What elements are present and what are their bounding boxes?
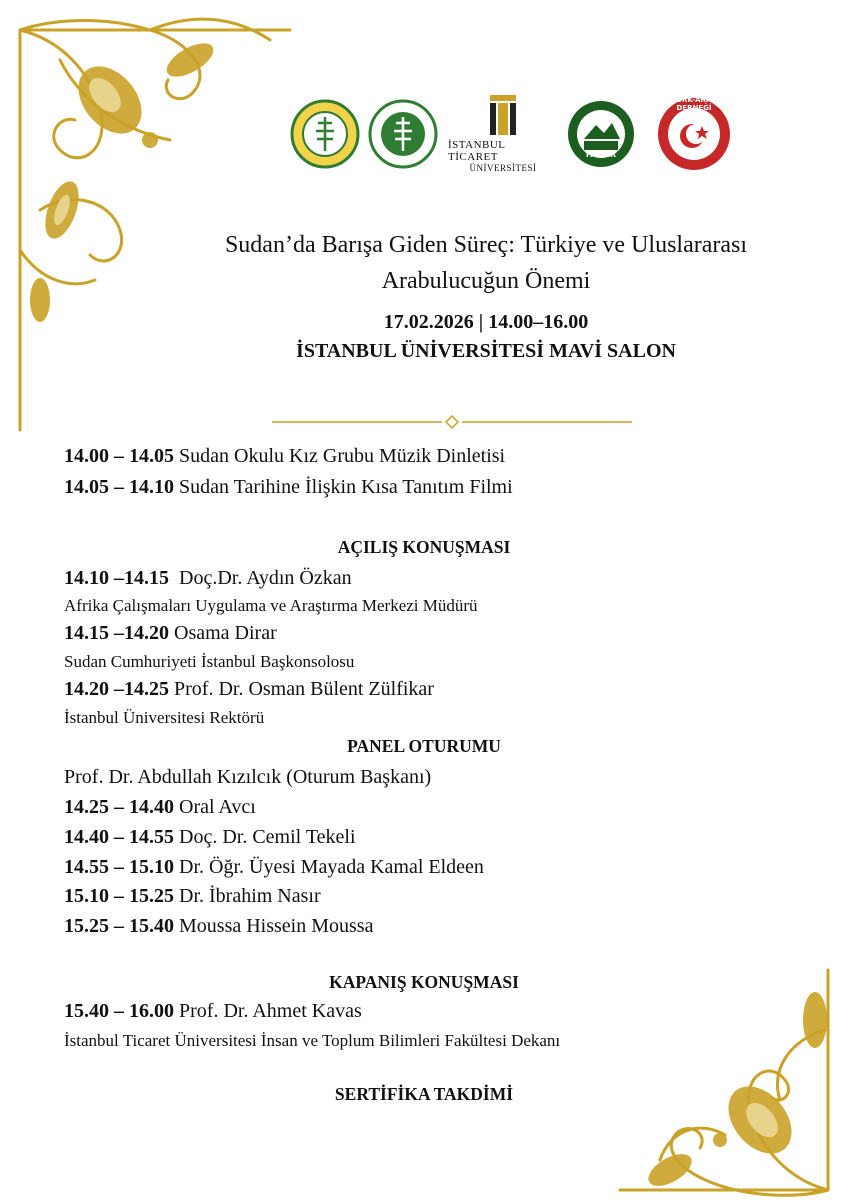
kapanis-heading: KAPANIŞ KONUŞMASI: [329, 972, 519, 992]
event-venue: İSTANBUL ÜNİVERSİTESİ MAVİ SALON: [296, 340, 676, 362]
event-date-time: 17.02.2026 | 14.00–16.00: [383, 311, 589, 333]
closing-name: Prof. Dr. Ahmet Kavas: [179, 1000, 362, 1022]
closing-role: İstanbul Ticaret Üniversitesi İnsan ve Toplum Bilimleri Fakültesi Dekanı: [64, 1031, 561, 1050]
speaker-name: Prof. Dr. Osman Bülent Zülfikar: [174, 678, 434, 700]
program-time: 14.05 – 14.10: [64, 476, 174, 498]
event-title-line2: Arabulucuğun Önemi: [381, 268, 591, 294]
speaker-role: Sudan Cumhuriyeti İstanbul Başkonsolosu: [64, 652, 355, 671]
turk-arap-logo-text: TÜRK-ARAP DERNEĞİ: [671, 96, 717, 112]
famer-logo: [566, 94, 636, 174]
speaker-name: Doç.Dr. Aydın Özkan: [179, 567, 352, 589]
divider-ornament-icon: [272, 412, 632, 432]
africa-center-seal-icon: [368, 99, 438, 169]
panel-chair: Prof. Dr. Abdullah Kızılcık (Oturum Başkanı): [64, 766, 432, 788]
acilis-heading: AÇILIŞ KONUŞMASI: [337, 537, 511, 557]
speaker-time: 14.10 –14.15: [64, 567, 169, 589]
africa-research-center-logo: [368, 94, 438, 174]
panel-time: 15.10 – 15.25: [64, 885, 174, 907]
panel-row: [64, 796, 256, 819]
panel-name: Moussa Hissein Moussa: [179, 915, 374, 937]
certificate-heading: SERTİFİKA TAKDİMİ: [334, 1084, 514, 1104]
event-title-line1: Sudan’da Barışa Giden Süreç: Türkiye ve Uluslararası: [224, 232, 748, 258]
speaker-name: Osama Dirar: [174, 622, 277, 644]
panel-row: [64, 856, 484, 879]
istanbul-ticaret-line1: İSTANBUL TİCARET: [448, 139, 506, 163]
panel-row: [64, 885, 321, 908]
panel-heading: PANEL OTURUMU: [347, 736, 501, 756]
turk-arap-dernegi-logo: [654, 94, 734, 174]
panel-row: [64, 826, 356, 849]
closing-speaker-row: [64, 1000, 362, 1023]
panel-name: Dr. İbrahim Nasır: [179, 885, 321, 907]
istanbul-university-seal-icon: [290, 99, 360, 169]
top-left-ornament-icon: [0, 0, 300, 440]
famer-logo-text: FAMER: [585, 150, 617, 159]
panel-name: Doç. Dr. Cemil Tekeli: [179, 826, 356, 848]
panel-time: 14.25 – 14.40: [64, 796, 174, 818]
panel-name: Oral Avcı: [179, 796, 256, 818]
istanbul-ticaret-line2: ÜNİVERSİTESİ: [469, 163, 537, 173]
panel-time: 15.25 – 15.40: [64, 915, 174, 937]
panel-time: 14.40 – 14.55: [64, 826, 174, 848]
speaker-role: İstanbul Üniversitesi Rektörü: [64, 708, 265, 727]
panel-row: [64, 915, 373, 938]
istanbul-ticaret-emblem-icon: [488, 95, 518, 135]
speaker-row: [64, 622, 277, 645]
speaker-role: Afrika Çalışmaları Uygulama ve Araştırma Merkezi Müdürü: [64, 596, 478, 615]
speaker-time: 14.20 –14.25: [64, 678, 169, 700]
program-text: Sudan Tarihine İlişkin Kısa Tanıtım Filmi: [179, 476, 513, 498]
program-row: [64, 445, 505, 468]
panel-time: 14.55 – 15.10: [64, 856, 174, 878]
istanbul-university-logo: [290, 94, 360, 174]
program-time: 14.00 – 14.05: [64, 445, 174, 467]
speaker-time: 14.15 –14.20: [64, 622, 169, 644]
panel-name: Dr. Öğr. Üyesi Mayada Kamal Eldeen: [179, 856, 484, 878]
program-text: Sudan Okulu Kız Grubu Müzik Dinletisi: [179, 445, 506, 467]
bottom-right-ornament-icon: [600, 960, 848, 1200]
closing-time: 15.40 – 16.00: [64, 1000, 174, 1022]
speaker-row: [64, 567, 352, 590]
speaker-row: [64, 678, 434, 701]
program-row: [64, 476, 513, 499]
istanbul-ticaret-logo: [448, 94, 558, 174]
